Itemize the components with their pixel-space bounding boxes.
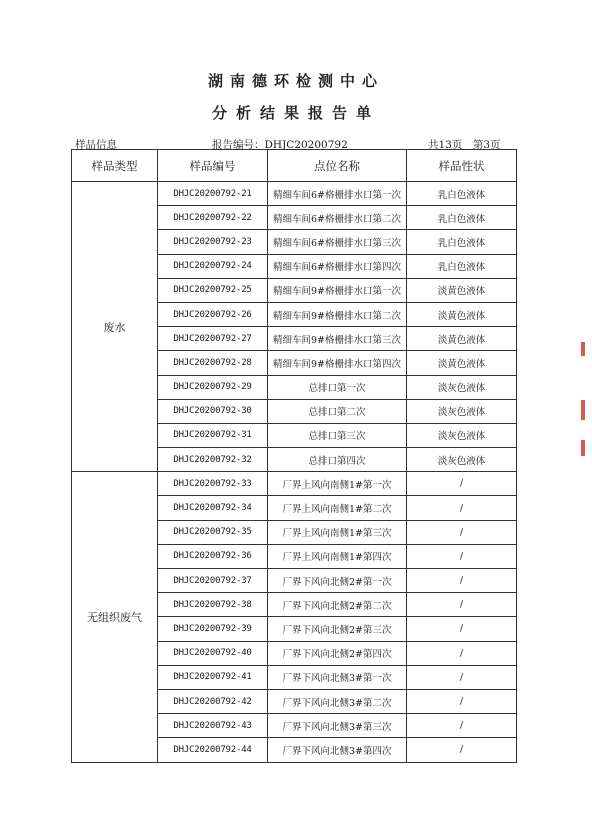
col-header-point-name: 点位名称 <box>268 150 407 182</box>
sample-state-cell: 乳白色液体 <box>407 230 517 254</box>
sample-code-cell: DHJC20200792-40 <box>158 641 268 665</box>
report-number: 报告编号：DHJC20200792 <box>212 139 348 151</box>
point-name-cell: 厂界下风向北侧2#第三次 <box>268 617 407 641</box>
table-row <box>72 182 517 206</box>
col-header-sample-type: 样品类型 <box>72 150 158 182</box>
sample-state-cell: / <box>407 714 517 738</box>
sample-type-cell: 废水 <box>72 182 158 472</box>
table-row <box>72 472 517 496</box>
sample-state-cell: 淡灰色液体 <box>407 399 517 423</box>
point-name-cell: 精细车间6#格栅排水口第二次 <box>268 206 407 230</box>
sample-state-cell: / <box>407 593 517 617</box>
sample-state-cell: / <box>407 738 517 762</box>
sample-state-cell: 淡黄色液体 <box>407 278 517 302</box>
point-name-cell: 厂界上风向南侧1#第四次 <box>268 544 407 568</box>
sample-state-cell: / <box>407 569 517 593</box>
point-name-cell: 厂界下风向北侧3#第四次 <box>268 738 407 762</box>
sample-code-cell: DHJC20200792-21 <box>158 182 268 206</box>
sample-code-cell: DHJC20200792-36 <box>158 544 268 568</box>
edge-seal-mark <box>581 342 585 356</box>
sample-state-cell: / <box>407 689 517 713</box>
sample-code-cell: DHJC20200792-42 <box>158 689 268 713</box>
point-name-cell: 厂界下风向北侧2#第四次 <box>268 641 407 665</box>
results-table <box>71 149 517 763</box>
edge-seal-mark <box>581 440 585 456</box>
sample-state-cell: 乳白色液体 <box>407 254 517 278</box>
point-name-cell: 精细车间6#格栅排水口第四次 <box>268 254 407 278</box>
point-name-cell: 厂界下风向北侧3#第二次 <box>268 689 407 713</box>
page-indicator: 共13页 第3页 <box>428 139 501 151</box>
sample-code-cell: DHJC20200792-26 <box>158 302 268 326</box>
sample-code-cell: DHJC20200792-35 <box>158 520 268 544</box>
sample-code-cell: DHJC20200792-43 <box>158 714 268 738</box>
sample-code-cell: DHJC20200792-23 <box>158 230 268 254</box>
point-name-cell: 精细车间9#格栅排水口第三次 <box>268 327 407 351</box>
point-name-cell: 精细车间9#格栅排水口第二次 <box>268 302 407 326</box>
sample-code-cell: DHJC20200792-25 <box>158 278 268 302</box>
sample-state-cell: / <box>407 665 517 689</box>
sample-state-cell: / <box>407 544 517 568</box>
sample-code-cell: DHJC20200792-32 <box>158 448 268 472</box>
sample-state-cell: 乳白色液体 <box>407 182 517 206</box>
col-header-sample-state: 样品性状 <box>407 150 517 182</box>
sample-state-cell: 淡灰色液体 <box>407 423 517 447</box>
sample-code-cell: DHJC20200792-34 <box>158 496 268 520</box>
point-name-cell: 总排口第三次 <box>268 423 407 447</box>
point-name-cell: 总排口第二次 <box>268 399 407 423</box>
sample-state-cell: / <box>407 641 517 665</box>
sample-code-cell: DHJC20200792-28 <box>158 351 268 375</box>
edge-seal-mark <box>581 400 585 420</box>
point-name-cell: 厂界上风向南侧1#第一次 <box>268 472 407 496</box>
sample-code-cell: DHJC20200792-22 <box>158 206 268 230</box>
sample-code-cell: DHJC20200792-41 <box>158 665 268 689</box>
point-name-cell: 厂界上风向南侧1#第三次 <box>268 520 407 544</box>
sample-code-cell: DHJC20200792-31 <box>158 423 268 447</box>
sample-code-cell: DHJC20200792-38 <box>158 593 268 617</box>
point-name-cell: 厂界下风向北侧3#第一次 <box>268 665 407 689</box>
sample-state-cell: / <box>407 472 517 496</box>
organization-name: 湖南德环检测中心 <box>207 72 384 90</box>
point-name-cell: 厂界下风向北侧2#第二次 <box>268 593 407 617</box>
table-header-row <box>72 150 517 182</box>
sample-state-cell: / <box>407 496 517 520</box>
sample-code-cell: DHJC20200792-27 <box>158 327 268 351</box>
point-name-cell: 厂界上风向南侧1#第二次 <box>268 496 407 520</box>
sample-state-cell: 淡灰色液体 <box>407 375 517 399</box>
point-name-cell: 厂界下风向北侧2#第一次 <box>268 569 407 593</box>
point-name-cell: 总排口第四次 <box>268 448 407 472</box>
sample-type-cell: 无组织废气 <box>72 472 158 762</box>
sample-code-cell: DHJC20200792-24 <box>158 254 268 278</box>
sample-code-cell: DHJC20200792-39 <box>158 617 268 641</box>
document-title: 分析结果报告单 <box>211 104 380 122</box>
sample-code-cell: DHJC20200792-44 <box>158 738 268 762</box>
sample-state-cell: 淡黄色液体 <box>407 327 517 351</box>
point-name-cell: 精细车间6#格栅排水口第三次 <box>268 230 407 254</box>
sample-state-cell: 淡黄色液体 <box>407 351 517 375</box>
col-header-sample-code: 样品编号 <box>158 150 268 182</box>
point-name-cell: 总排口第一次 <box>268 375 407 399</box>
point-name-cell: 精细车间9#格栅排水口第一次 <box>268 278 407 302</box>
point-name-cell: 厂界下风向北侧3#第三次 <box>268 714 407 738</box>
sample-code-cell: DHJC20200792-30 <box>158 399 268 423</box>
sample-code-cell: DHJC20200792-29 <box>158 375 268 399</box>
sample-state-cell: 乳白色液体 <box>407 206 517 230</box>
sample-state-cell: / <box>407 617 517 641</box>
sample-code-cell: DHJC20200792-33 <box>158 472 268 496</box>
sample-state-cell: / <box>407 520 517 544</box>
point-name-cell: 精细车间6#格栅排水口第一次 <box>268 182 407 206</box>
sample-state-cell: 淡灰色液体 <box>407 448 517 472</box>
point-name-cell: 精细车间9#格栅排水口第四次 <box>268 351 407 375</box>
sample-state-cell: 淡黄色液体 <box>407 302 517 326</box>
sample-code-cell: DHJC20200792-37 <box>158 569 268 593</box>
sample-info-label: 样品信息 <box>75 139 117 151</box>
